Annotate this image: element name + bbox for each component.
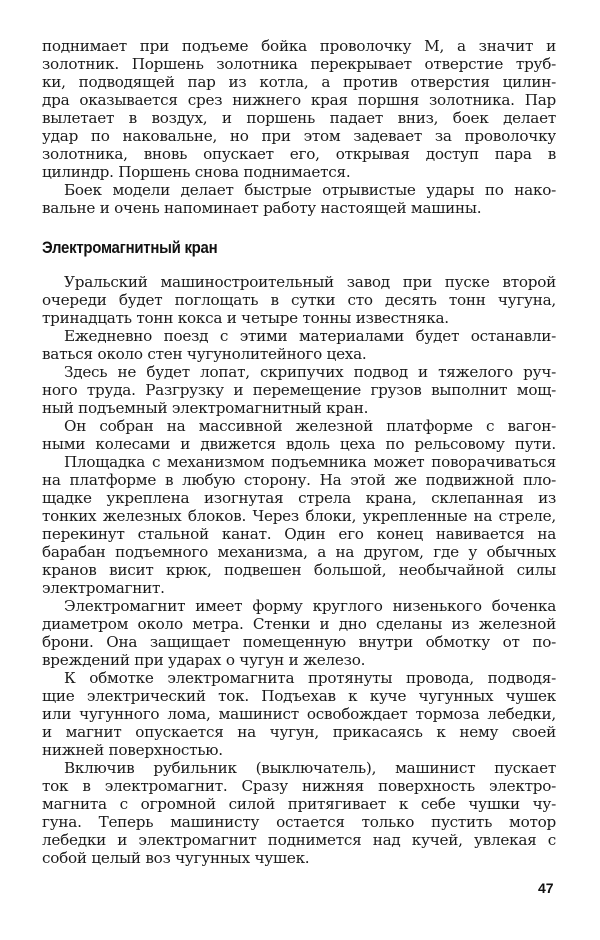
section-heading: Электромагнитный кран: [42, 238, 218, 257]
text-line: Здесь не будет лопат, скрипучих подвод и тяжелого руч-: [64, 364, 556, 381]
text-line: Включив рубильник (выключатель), машинист пускает: [64, 760, 556, 777]
text-line: Боек модели делает быстрые отрывистые удары по нако-: [64, 181, 556, 199]
text-line: ки, подводящей пар из котла, а против отверстия цилин-: [42, 73, 556, 91]
text-line: щие электрический ток. Подъехав к куче чугунных чушек: [42, 688, 556, 705]
text-line: ваться около стен чугунолитейного цеха.: [42, 346, 367, 363]
text-line: цилиндр. Поршень снова поднимается.: [42, 163, 351, 181]
text-line: перекинут стальной канат. Один его конец навивается на: [42, 526, 556, 543]
text-line: Он собран на массивной железной платформе с вагон-: [64, 418, 556, 435]
text-line: магнита с огромной силой притягивает к себе чушки чу-: [42, 796, 556, 813]
text-line: золотник. Поршень золотника перекрывает отверстие труб-: [42, 55, 556, 73]
text-line: и магнит опускается на чугун, прикасаясь к нему своей: [42, 724, 556, 741]
text-line: золотника, вновь опускает его, открывая доступ пара в: [42, 145, 556, 163]
text-line: брони. Она защищает помещенную внутри обмотку от по-: [42, 634, 556, 651]
text-line: Уральский машиностроительный завод при пуске второй: [64, 274, 556, 291]
text-line: кранов висит крюк, подвешен большой, необычайной силы: [42, 562, 556, 579]
text-line: удар по наковальне, но при этом задевает за проволочку: [42, 127, 556, 145]
text-line: Ежедневно поезд с этими материалами будет останавли-: [64, 328, 556, 345]
text-line: ный подъемный электромагнитный кран.: [42, 400, 369, 417]
text-line: барабан подъемного механизма, а на другом, где у обычных: [42, 544, 556, 561]
text-line: тонких железных блоков. Через блоки, укрепленные на стреле,: [42, 508, 556, 525]
page-text-section-1: [42, 37, 556, 217]
text-line: щадке укреплена изогнутая стрела крана, склепанная из: [42, 490, 556, 507]
page-number: 47: [538, 880, 554, 896]
text-line: электромагнит.: [42, 580, 165, 597]
text-line: тринадцать тонн кокса и четыре тонны известняка.: [42, 310, 449, 327]
text-line: ными колесами и движется вдоль цеха по рельсовому пути.: [42, 436, 556, 453]
text-line: вальне и очень напоминает работу настоящей машины.: [42, 199, 482, 217]
text-line: вреждений при ударах о чугун и железо.: [42, 652, 366, 669]
text-line: очереди будет поглощать в сутки сто десять тонн чугуна,: [42, 292, 556, 309]
text-line: или чугунного лома, машинист освобождает тормоза лебедки,: [42, 706, 556, 723]
text-line: ного труда. Разгрузку и перемещение грузов выполнит мощ-: [42, 382, 556, 399]
text-line: вылетает в воздух, и поршень падает вниз, боек делает: [42, 109, 556, 127]
text-line: собой целый воз чугунных чушек.: [42, 850, 310, 867]
text-line: К обмотке электромагнита протянуты провода, подводя-: [64, 670, 556, 687]
text-line: диаметром около метра. Стенки и дно сделаны из железной: [42, 616, 556, 633]
text-line: лебедки и электромагнит поднимется над кучей, увлекая с: [42, 832, 556, 849]
text-line: поднимает при подъеме бойка проволочку М, а значит и: [42, 37, 556, 55]
page-text-section-2: [42, 274, 556, 868]
text-line: ток в электромагнит. Сразу нижняя поверхность электро-: [42, 778, 556, 795]
text-line: нижней поверхностью.: [42, 742, 223, 759]
text-line: гуна. Теперь машинисту остается только пустить мотор: [42, 814, 556, 831]
text-line: дра оказывается срез нижнего края поршня золотника. Пар: [42, 91, 556, 109]
text-line: на платформе в любую сторону. На этой же подвижной пло-: [42, 472, 556, 489]
text-line: Площадка с механизмом подъемника может поворачиваться: [64, 454, 556, 471]
text-line: Электромагнит имеет форму круглого низенького боченка: [64, 598, 556, 615]
